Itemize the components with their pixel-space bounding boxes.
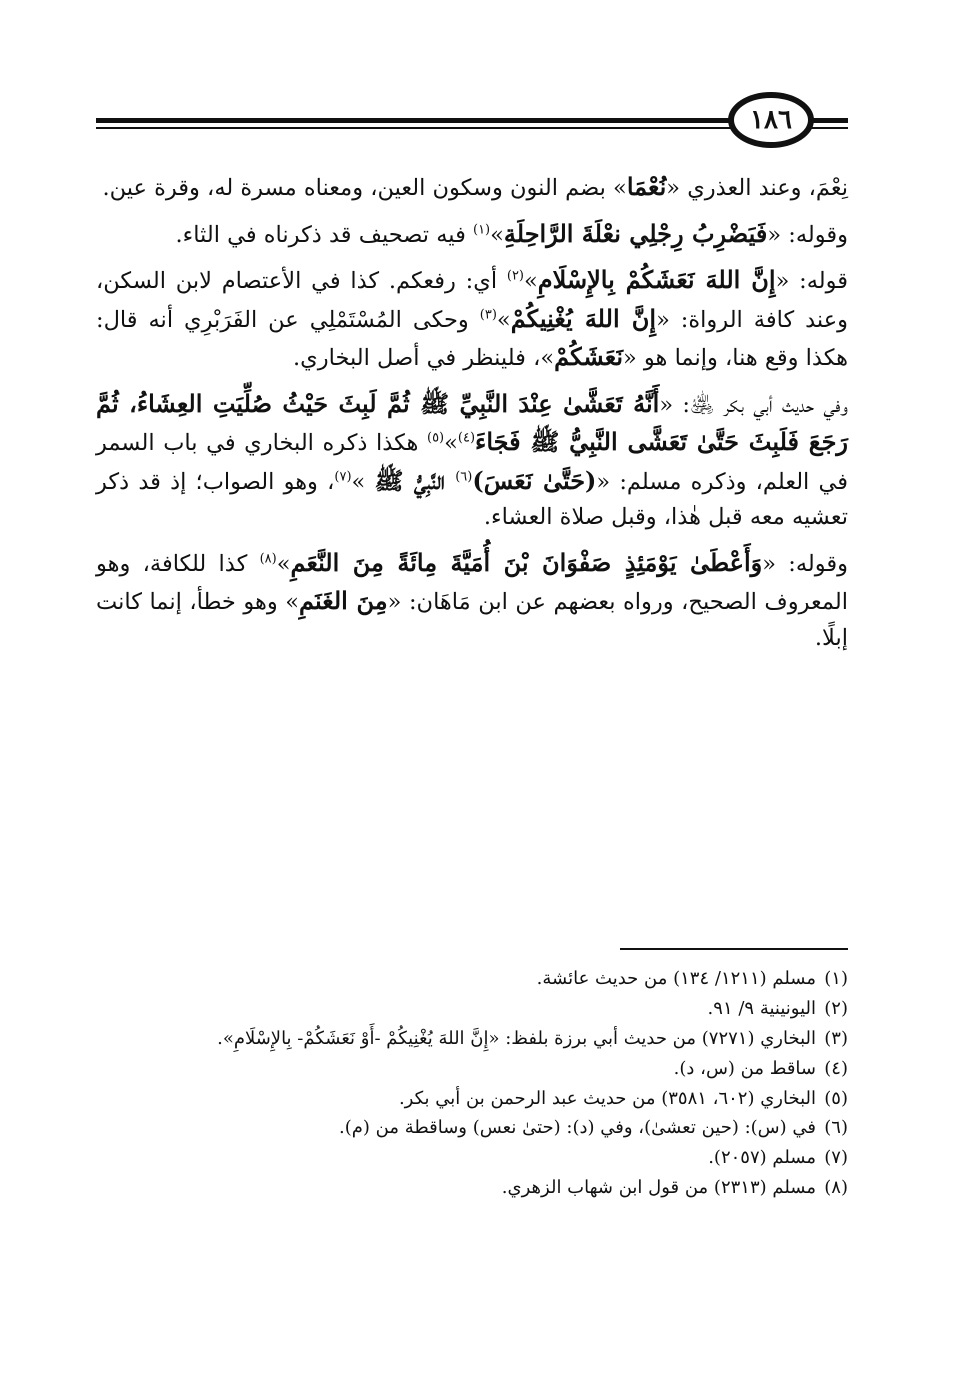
footnote-number: (٢) bbox=[824, 997, 848, 1019]
text: » bbox=[444, 430, 458, 457]
footnote-number: (٨) bbox=[824, 1177, 848, 1199]
footnote-text: اليونينية ٩/ ٩١. bbox=[707, 997, 816, 1019]
text: » bbox=[490, 221, 504, 248]
text: » بضم النون وسكون العين، ومعناه مسرة له، وقرة عين. bbox=[102, 175, 627, 201]
footnote bbox=[96, 1173, 848, 1203]
footnote-separator bbox=[620, 948, 848, 950]
paragraph-3 bbox=[96, 261, 848, 377]
quote: نُعْمَا bbox=[626, 172, 667, 201]
footnote bbox=[96, 1084, 848, 1114]
footnote-ref: (٥) bbox=[426, 430, 445, 446]
text: نِعْمَ، وعند العذري « bbox=[666, 175, 848, 201]
footnote-text: مسلم (٢٣١٣) من قول ابن شهاب الزهري. bbox=[501, 1177, 816, 1199]
text: وقوله: « bbox=[762, 550, 849, 577]
text: كذا للكافة، وهو المعروف الصحيح، ورواه بعضهم عن ابن مَاهَان: « bbox=[96, 550, 848, 616]
footnote-text: ساقط من (س، د). bbox=[673, 1057, 816, 1079]
footnote-ref: (٢) bbox=[506, 268, 524, 284]
quote: مِنَ الغَنَمِ bbox=[299, 586, 388, 616]
footnote-number: (١) bbox=[824, 968, 848, 989]
text: فيه تصحيف قد ذكرناه في الثاء. bbox=[175, 221, 473, 248]
footnote-number: (٧) bbox=[824, 1147, 848, 1169]
footnote-number: (٣) bbox=[824, 1027, 848, 1049]
footnote-ref: (٣) bbox=[479, 307, 497, 323]
footnote-text: البخاري (٧٢٧١) من حديث أبي برزة بلفظ: «إِنَّ اللهَ يُغْنِيكُمْ -أَوْ نَعَشَكُمْ- بِالإِسْلَامِ». bbox=[217, 1027, 816, 1049]
page-number: ١٨٦ bbox=[728, 92, 814, 148]
footnote-ref: (٦) bbox=[455, 469, 473, 485]
footnote-text: مسلم (١٢١١/ ١٣٤) من حديث عائشة. bbox=[536, 968, 816, 989]
footnote bbox=[96, 964, 848, 994]
quote: إِنَّ اللهَ نَعَشَكُمْ بِالإِسْلَامِ bbox=[537, 265, 776, 295]
text: هكذا ذكره البخاري في باب السمر في العلم، وذكره مسلم: « bbox=[96, 430, 848, 495]
footnote-ref: (١) bbox=[472, 222, 491, 238]
footnote bbox=[96, 1024, 848, 1054]
footnote bbox=[96, 994, 848, 1024]
footnote-ref: (٧) bbox=[334, 469, 352, 485]
text: وحكى المُسْتَمْلِي عن الفَرَبْرِي أنه قال: هكذا وقع هنا، وإنما هو « bbox=[96, 306, 848, 372]
text: وفي حديث أبي بكر ﵁: « bbox=[659, 391, 849, 418]
quote: وَأَعْطَىٰ يَوْمَئِذٍ صَفْوَانَ بْنَ أُمَيَّةَ مِائَةً مِنَ النَّعَمِ bbox=[290, 547, 763, 577]
quote: (حَتَّىٰ نَعَسَ) bbox=[472, 465, 597, 495]
paragraph-4 bbox=[96, 385, 848, 536]
text: » وهو خطأ، إنما كانت إبلًا. bbox=[96, 589, 848, 652]
footnote-number: (٤) bbox=[824, 1057, 848, 1079]
quote: أَنَّهُ تَعَشَّىٰ عِنْدَ النَّبِيِّ ﷺ ثُمَّ لَبِثَ حَيْثُ صُلِّيَتِ العِشَاءُ، ثُمَّ رَجَعَ فَلَبِثَ حَتَّىٰ تَعَشَّى النَّبِيُّ ﷺ فَجَاءَ bbox=[96, 388, 848, 457]
paragraph-1 bbox=[96, 168, 848, 207]
text: أي: رفعكم. كذا في الأعتصام لابن السكن، وعند كافة الرواة: « bbox=[96, 268, 849, 333]
text: »، فلينظر في أصل البخاري. bbox=[293, 345, 555, 372]
footnote bbox=[96, 1143, 848, 1173]
footnote-text: مسلم (٢٠٥٧). bbox=[708, 1147, 816, 1169]
text: » bbox=[276, 550, 291, 577]
quote: نَعَشَكُمْ bbox=[554, 342, 624, 372]
footnote-ref: (٤) bbox=[457, 430, 476, 446]
footnotes bbox=[96, 964, 848, 1203]
footnote bbox=[96, 1054, 848, 1084]
footnote-text: في (س): (حين تعشىٰ)، وفي (د): (حتىٰ نعس) وساقطة من (م). bbox=[339, 1117, 816, 1139]
footnote-number: (٦) bbox=[824, 1117, 848, 1139]
text: ، وهو الصواب؛ إذ قد ذكر تعشيه معه قبل هٰذا، وقبل صلاة العشاء. bbox=[96, 468, 848, 531]
quote: النَّبِيُّ ﷺ bbox=[374, 465, 456, 495]
text: » bbox=[351, 468, 375, 495]
paragraph-2 bbox=[96, 215, 848, 254]
main-text bbox=[96, 168, 848, 665]
paragraph-5 bbox=[96, 544, 848, 657]
text: وقوله: « bbox=[767, 221, 848, 248]
quote: فَيَضْرِبُ رِجْلِي نعْلَةَ الرَّاحِلَةِ bbox=[503, 218, 768, 248]
text: » bbox=[496, 306, 511, 333]
footnote-ref: (٨) bbox=[259, 551, 277, 567]
footnote-number: (٥) bbox=[824, 1087, 848, 1109]
footnote-text: البخاري (٦٠٢، ٣٥٨١) من حديث عبد الرحمن بن أبي بكر. bbox=[398, 1087, 816, 1109]
text: » bbox=[524, 268, 538, 295]
quote: إِنَّ اللهَ يُغْنِيكُمْ bbox=[510, 303, 657, 333]
text: قوله: « bbox=[775, 268, 849, 295]
footnote bbox=[96, 1113, 848, 1143]
